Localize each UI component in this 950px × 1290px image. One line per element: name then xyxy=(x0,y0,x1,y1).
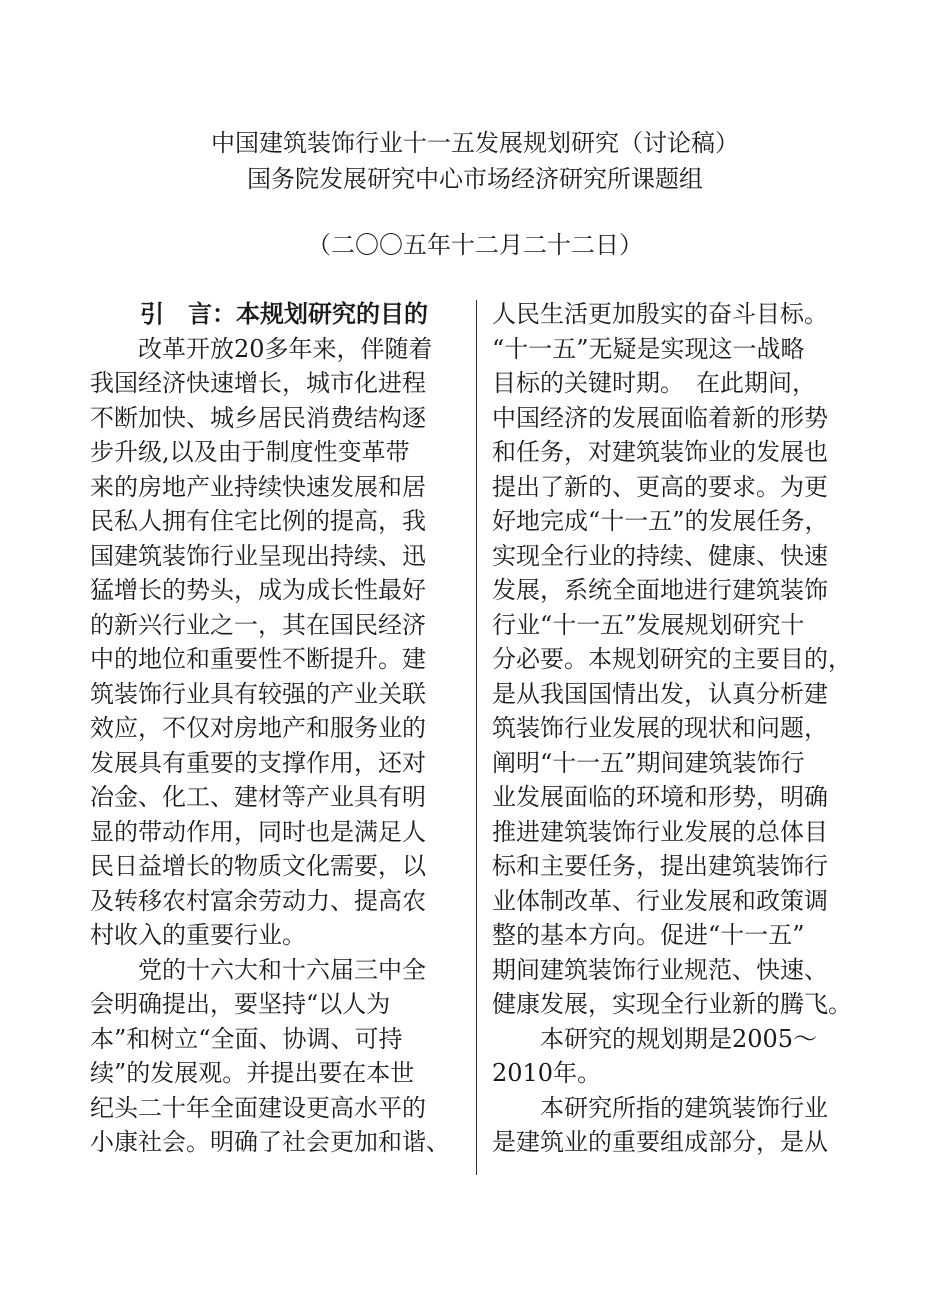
text-line: 业体制改革、行业发展和政策调 xyxy=(492,886,828,915)
text-line: 标和主要任务，提出建筑装饰行 xyxy=(492,852,828,880)
right-column xyxy=(492,297,864,1160)
text-line: 整的基本方向。促进“十一五” xyxy=(492,921,805,949)
text-line: 民私人拥有住宅比例的提高，我 xyxy=(90,507,426,535)
text-line: 不断加快、城乡居民消费结构逐 xyxy=(90,403,426,432)
text-line: 村收入的重要行业。 xyxy=(90,921,306,949)
text-line: 目标的关键时期。 在此期间， xyxy=(492,369,816,397)
text-line: 显的带动作用，同时也是满足人 xyxy=(90,817,426,846)
text-line: 筑装饰行业具有较强的产业关联 xyxy=(90,679,426,708)
document-header xyxy=(0,125,950,263)
text-line: 来的房地产业持续快速发展和居 xyxy=(90,472,426,501)
section-heading: 引 言：本规划研究的目的 xyxy=(140,299,428,328)
text-line: 党的十六大和十六届三中全 xyxy=(138,955,426,984)
text-line: 改革开放20多年来，伴随着 xyxy=(138,334,433,363)
text-line: 中的地位和重要性不断提升。建 xyxy=(90,645,426,673)
text-line: 本研究的规划期是2005～ xyxy=(540,1024,818,1053)
text-line: 发展具有重要的支撑作用，还对 xyxy=(90,748,426,777)
text-line: 效应，不仅对房地产和服务业的 xyxy=(90,714,426,742)
text-line: 本研究所指的建筑装饰行业 xyxy=(540,1093,828,1122)
text-line: 实现全行业的持续、健康、快速 xyxy=(492,541,828,570)
text-line: 发展，系统全面地进行建筑装饰 xyxy=(492,576,828,604)
text-line: 的新兴行业之一，其在国民经济 xyxy=(90,610,426,639)
column-divider xyxy=(476,300,477,1175)
text-line: 冶金、化工、建材等产业具有明 xyxy=(90,783,426,811)
text-line: 我国经济快速增长，城市化进程 xyxy=(90,369,426,397)
text-line: 阐明“十一五”期间建筑装饰行 xyxy=(492,748,805,777)
text-line: 中国经济的发展面临着新的形势 xyxy=(492,403,828,432)
text-line: 健康发展，实现全行业新的腾飞。 xyxy=(492,990,852,1018)
text-line: 本”和树立“全面、协调、可持 xyxy=(90,1024,403,1053)
text-line: 猛增长的势头，成为成长性最好 xyxy=(90,576,426,604)
text-line: 小康社会。明确了社会更加和谐、 xyxy=(90,1128,450,1156)
document-title: 中国建筑装饰行业十一五发展规划研究（讨论稿） xyxy=(211,129,739,157)
text-line: 是从我国国情出发，认真分析建 xyxy=(492,679,828,708)
left-column xyxy=(90,297,462,1160)
text-line: 及转移农村富余劳动力、提高农 xyxy=(90,886,426,915)
text-line: 国建筑装饰行业呈现出持续、迅 xyxy=(90,541,426,570)
document-date: （二〇〇五年十二月二十二日） xyxy=(307,231,643,259)
text-line: 提出了新的、更高的要求。为更 xyxy=(492,472,828,501)
text-line: “十一五”无疑是实现这一战略 xyxy=(492,334,805,363)
text-line: 人民生活更加殷实的奋斗目标。 xyxy=(492,300,828,328)
text-line: 好地完成“十一五”的发展任务， xyxy=(492,507,829,535)
text-line: 分必要。本规划研究的主要目的， xyxy=(492,645,852,673)
text-line: 纪头二十年全面建设更高水平的 xyxy=(90,1093,426,1122)
text-line: 民日益增长的物质文化需要，以 xyxy=(90,852,426,880)
text-line: 期间建筑装饰行业规范、快速、 xyxy=(492,955,828,984)
text-line: 步升级,以及由于制度性变革带 xyxy=(90,438,410,466)
text-line: 是建筑业的重要组成部分，是从 xyxy=(492,1128,828,1156)
text-line: 续”的发展观。并提出要在本世 xyxy=(90,1059,415,1087)
document-author: 国务院发展研究中心市场经济研究所课题组 xyxy=(247,165,703,193)
text-line: 2010年。 xyxy=(492,1059,602,1087)
text-line: 会明确提出，要坚持“以人为 xyxy=(90,990,391,1018)
text-line: 和任务，对建筑装饰业的发展也 xyxy=(492,438,828,466)
text-line: 业发展面临的环境和形势，明确 xyxy=(492,783,828,811)
text-line: 行业“十一五”发展规划研究十 xyxy=(492,610,805,639)
text-line: 推进建筑装饰行业发展的总体目 xyxy=(492,817,828,846)
text-line: 筑装饰行业发展的现状和问题， xyxy=(492,714,828,742)
